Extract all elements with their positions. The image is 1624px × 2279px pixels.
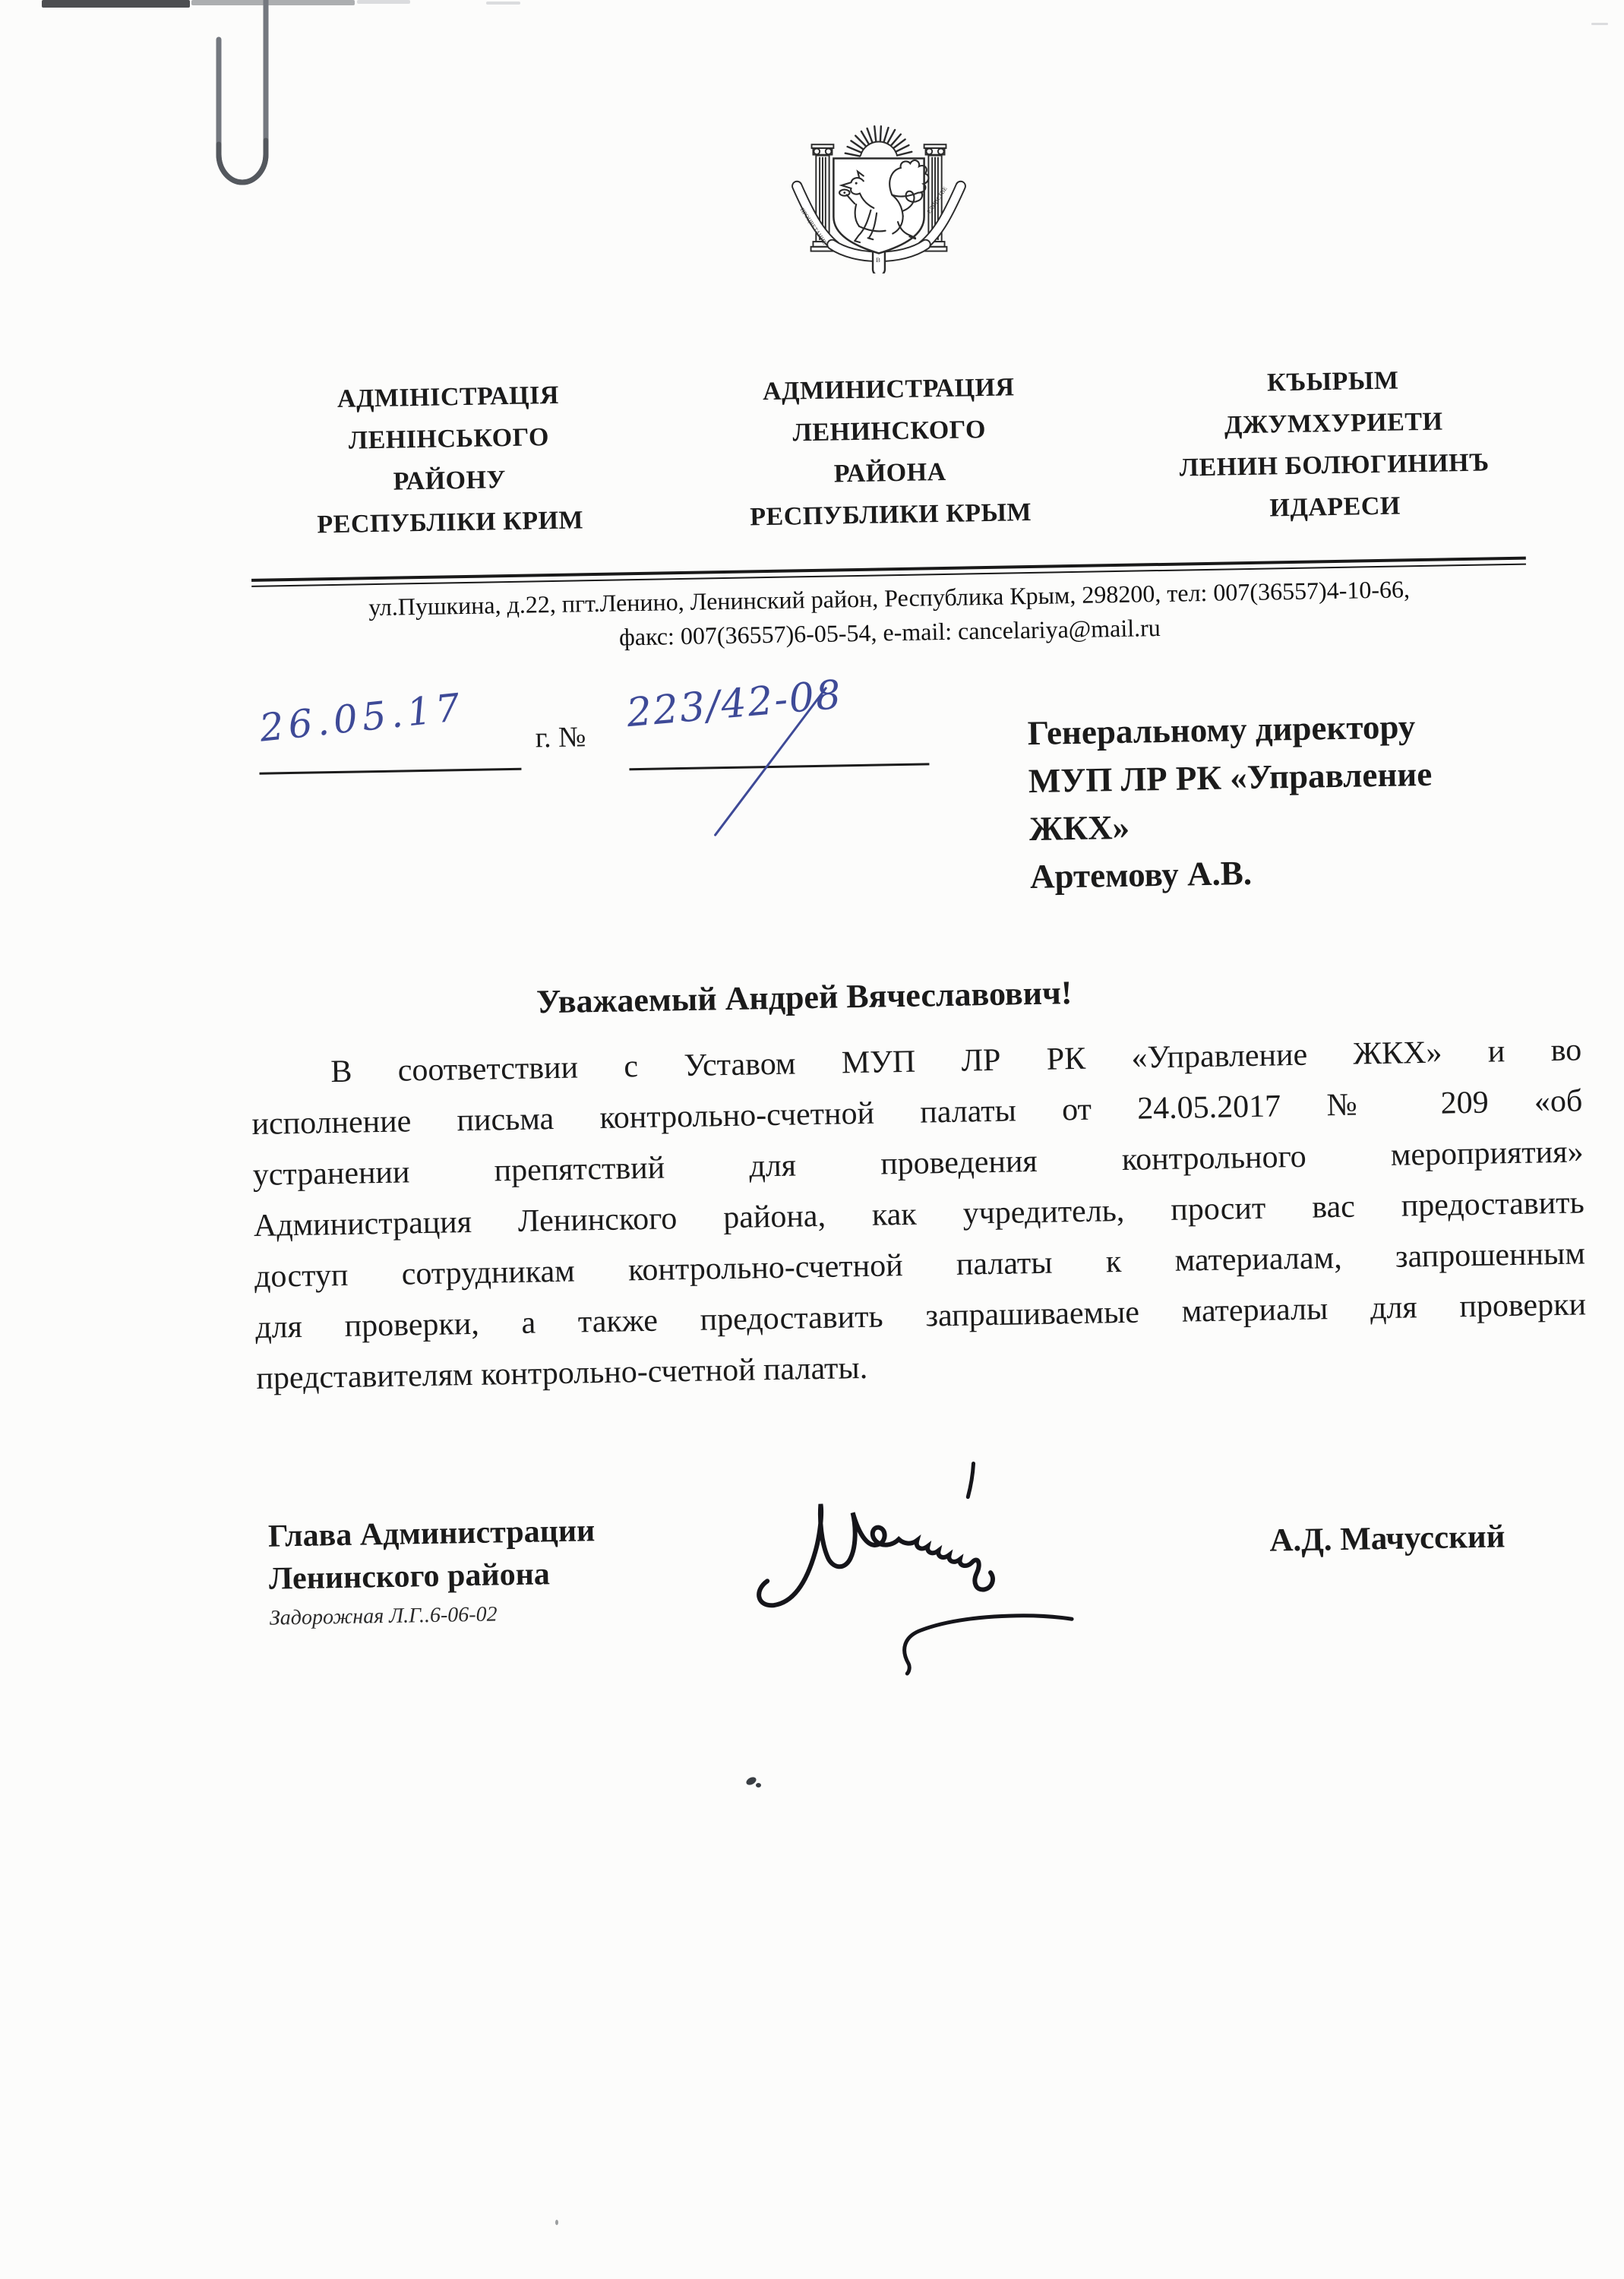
letterhead-line: КЪЫРЫМ bbox=[1266, 366, 1399, 397]
paperclip-icon bbox=[196, 0, 302, 224]
executor-note: Задорожная Л.Г..6-06-02 bbox=[269, 1602, 498, 1630]
letterhead-column-crimean-tatar bbox=[1120, 357, 1548, 532]
scan-artifact bbox=[357, 0, 410, 4]
letterhead-line: ЛЕНІНСЬКОГО bbox=[348, 423, 550, 455]
body-line: В соответствии с Уставом МУП ЛР РК «Управление ЖКХ» и во bbox=[330, 1032, 1582, 1090]
body-line: представителям контрольно-счетной палаты. bbox=[256, 1350, 868, 1396]
body-line: устранении препятствий для проведения контрольного мероприятия» bbox=[252, 1134, 1584, 1193]
reference-label: г. № bbox=[535, 721, 586, 754]
letterhead-line: ЛЕНИН БОЛЮГИНИНЪ bbox=[1179, 448, 1490, 482]
signer-position-line: Ленинского района bbox=[268, 1557, 551, 1597]
body-line: исполнение письма контрольно-счетной палаты от 24.05.2017 № 209 «об bbox=[251, 1083, 1583, 1142]
emblem-motto-left: ПРОЦВЕТАНИЕ bbox=[798, 206, 829, 246]
ink-speck bbox=[756, 1783, 761, 1787]
letterhead-line: РАЙОНА bbox=[833, 457, 946, 488]
letterhead-line: РЕСПУБЛІКИ КРИМ bbox=[317, 506, 584, 539]
handwritten-date: 26.05.17 bbox=[257, 684, 467, 751]
letter-body bbox=[251, 1025, 1588, 1405]
crimea-emblem bbox=[784, 118, 974, 273]
address-line-1: ул.Пушкина, д.22, пгт.Ленино, Ленинский район, Республика Крым, 298200, тел: 007(36557)4-10-66, bbox=[368, 575, 1411, 621]
recipient-line: Артемову А.В. bbox=[1029, 853, 1253, 896]
recipient-line: ЖКХ» bbox=[1028, 808, 1130, 849]
letter-content bbox=[239, 349, 1600, 1815]
recipient-line: МУП ЛР РК «Управление bbox=[1028, 754, 1433, 801]
scan-artifact bbox=[486, 2, 520, 5]
letterhead-line: ИДАРЕСИ bbox=[1269, 492, 1401, 523]
letterhead-line: ЛЕНИНСКОГО bbox=[792, 415, 987, 447]
scan-artifact bbox=[42, 0, 190, 8]
emblem-motto-center: В bbox=[876, 256, 880, 264]
handwritten-number: 223/42-08 bbox=[624, 672, 845, 737]
letterhead-line: ДЖУМХУРИЕТИ bbox=[1224, 407, 1443, 440]
scan-artifact bbox=[1591, 23, 1608, 25]
number-underline bbox=[629, 763, 929, 770]
signature-scribble bbox=[728, 1455, 1127, 1697]
emblem-motto-right: ЕДИНСТВЕ bbox=[925, 185, 949, 215]
recipient-block bbox=[1027, 700, 1585, 901]
salutation: Уважаемый Андрей Вячеславович! bbox=[536, 974, 1073, 1021]
letterhead-column-russian bbox=[675, 365, 1104, 539]
body-line: Администрация Ленинского района, как учредитель, просит вас предоставить bbox=[253, 1185, 1585, 1244]
signer-position-line: Глава Администрации bbox=[267, 1513, 596, 1554]
body-line: для проверки, а также предоставить запрашиваемые материалы для проверки bbox=[254, 1287, 1587, 1345]
signer-name: А.Д. Мачусский bbox=[1269, 1519, 1506, 1559]
date-underline bbox=[259, 768, 521, 775]
address-line-2: факс: 007(36557)6-05-54, e-mail: cancelariya@mail.ru bbox=[618, 614, 1161, 651]
signer-position bbox=[268, 1509, 596, 1600]
letterhead-column-ukrainian bbox=[258, 373, 640, 547]
body-line: доступ сотрудникам контрольно-счетной палаты к материалам, запрошенным bbox=[254, 1236, 1586, 1294]
ink-speck bbox=[555, 2220, 558, 2225]
letterhead-line: РЕСПУБЛИКИ КРЫМ bbox=[749, 498, 1032, 532]
letterhead-line: АДМИНИСТРАЦИЯ bbox=[762, 373, 1015, 406]
letterhead-line: АДМІНІСТРАЦІЯ bbox=[336, 381, 560, 413]
letterhead-line: РАЙОНУ bbox=[393, 466, 507, 496]
recipient-line: Генеральному директору bbox=[1027, 707, 1416, 753]
